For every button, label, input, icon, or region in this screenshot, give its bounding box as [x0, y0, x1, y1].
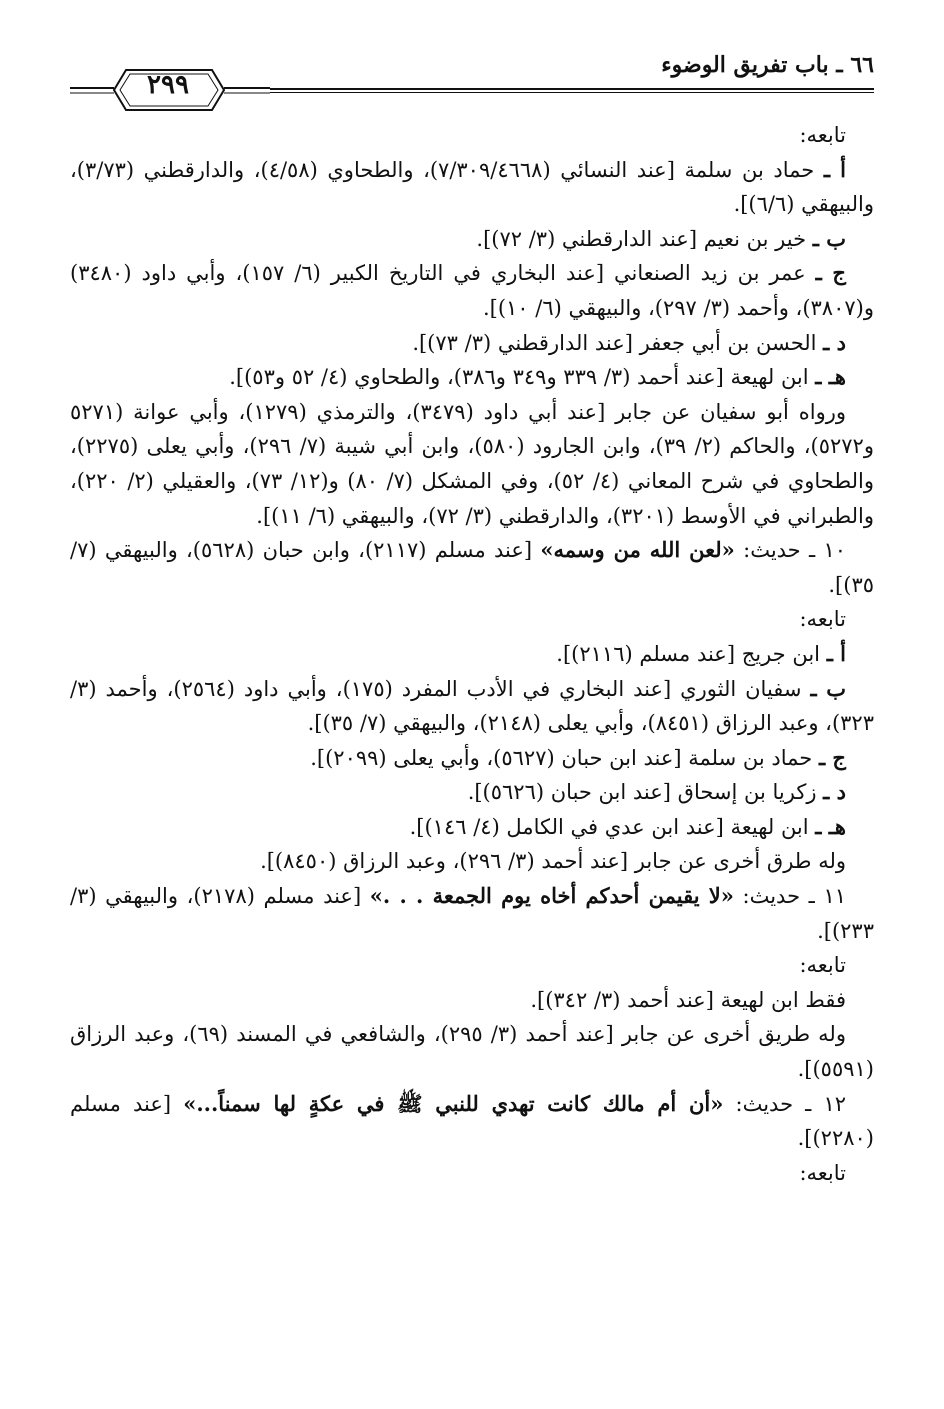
- hadith-paragraph: [70, 533, 874, 602]
- item-label: د ـ: [823, 329, 846, 355]
- hadith-text: «أن أم مالك كانت تهدي للنبي ﷺ في عكةٍ لها سمناً...»: [183, 1090, 724, 1116]
- paragraph: [70, 672, 874, 741]
- paragraph-text: وله طرق أخرى عن جابر [عند أحمد (٣/ ٢٩٦)، وعبد الرزاق (٨٤٥٠)].: [260, 849, 846, 874]
- item-label: أ ـ: [823, 156, 846, 182]
- paragraph: [70, 118, 874, 153]
- paragraph-text: عمر بن زيد الصنعاني [عند البخاري في التاريخ الكبير (٦/ ١٥٧)، وأبي داود (٣٤٨٠) و(٣٨٠٧)، وأحمد (٣/ ٢٩٧)، والبيهقي (٦/ ١٠)].: [70, 261, 874, 320]
- paragraph: [70, 844, 874, 879]
- paragraph: [70, 256, 874, 325]
- item-label: ج ـ: [815, 260, 846, 286]
- paragraph-text: تابعه:: [799, 123, 846, 147]
- paragraph: [70, 775, 874, 810]
- paragraph-text: [عند مسلم (٢١٧٨)، والبيهقي (٣/ ٢٣٣)].: [70, 884, 874, 943]
- chapter-title: ٦٦ ـ باب تفريق الوضوء: [661, 52, 874, 78]
- paragraph-text: خير بن نعيم [عند الدارقطني (٣/ ٧٢)].: [476, 226, 813, 251]
- hadith-paragraph: [70, 1087, 874, 1156]
- item-label: أ ـ: [826, 640, 846, 666]
- paragraph: [70, 1156, 874, 1191]
- paragraph-text: سفيان الثوري [عند البخاري في الأدب المفرد (١٧٥)، وأبي داود (٢٥٦٤)، وأحمد (٣/ ٣٢٣)، وعبد الرزاق (٨٤٥١)، وأبي يعلى (٢١٤٨)، والبيهقي (٧/ ٣٥)].: [70, 676, 874, 736]
- item-label: د ـ: [823, 779, 846, 805]
- paragraph: [70, 153, 874, 222]
- paragraph-text: ابن جريج [عند مسلم (٢١١٦)].: [556, 641, 827, 666]
- page-number-frame: [70, 64, 270, 114]
- paragraph: [70, 741, 874, 776]
- paragraph-text: وله طريق أخرى عن جابر [عند أحمد (٣/ ٢٩٥)، والشافعي في المسند (٦٩)، وعبد الرزاق (٥٥٩١)].: [70, 1022, 874, 1082]
- hadith-number: ١٢ ـ حديث:: [723, 1091, 846, 1116]
- body-text: [70, 118, 874, 1190]
- paragraph-text: حماد بن سلمة [عند ابن حبان (٥٦٢٧)، وأبي يعلى (٢٠٩٩)].: [310, 745, 819, 770]
- header-rule: [270, 88, 874, 90]
- paragraph: [70, 948, 874, 983]
- paragraph: [70, 810, 874, 845]
- paragraph-text: ورواه أبو سفيان عن جابر [عند أبي داود (٣٤٧٩)، والترمذي (١٢٧٩)، وأبي عوانة (٥٢٧١ و٥٢٧٢)، والحاكم (٢/ ٣٩)، وابن الجارود (٥٨٠)، وابن أبي شيبة (٧/ ٢٩٦)، وأبي يعلى (٢٢٧٥)، والطحاوي في شرح المعاني (٤/ ٥٢)، وفي المشكل (٧/ ٨٠) و(١٢/ ٧٣)، والعقيلي (٢/ ٢٢٠)، والطبراني في الأوسط (٣٢٠١)، والدارقطني (٣/ ٧٢)، والبيهقي (٦/ ١١)].: [70, 399, 874, 528]
- paragraph: [70, 602, 874, 637]
- paragraph-text: تابعه:: [799, 1160, 846, 1185]
- paragraph: [70, 222, 874, 257]
- paragraph-text: ابن لهيعة [عند ابن عدي في الكامل (٤/ ١٤٦)].: [409, 814, 816, 839]
- item-label: هـ ـ: [815, 364, 846, 390]
- item-label: هـ ـ: [815, 813, 846, 839]
- paragraph-text: تابعه:: [799, 607, 846, 632]
- paragraph-text: [عند مسلم (٢٢٨٠)].: [70, 1091, 874, 1151]
- paragraph-text: ابن لهيعة [عند أحمد (٣/ ٣٣٩ و٣٤٩ و٣٨٦)، والطحاوي (٤/ ٥٢ و٥٣)].: [229, 365, 816, 390]
- paragraph: [70, 395, 874, 533]
- paragraph-text: فقط ابن لهيعة [عند أحمد (٣/ ٣٤٢)].: [530, 987, 846, 1012]
- header-rule-thin: [270, 92, 874, 93]
- paragraph: [70, 637, 874, 672]
- paragraph-text: الحسن بن أبي جعفر [عند الدارقطني (٣/ ٧٣)].: [412, 330, 824, 355]
- paragraph-text: حماد بن سلمة [عند النسائي (٧/٣٠٩/٤٦٦٨)، والطحاوي (٤/٥٨)، والدارقطني (٣/٧٣)، والبيهقي (٦/٦)].: [70, 157, 874, 217]
- hadith-text: «لا يقيمن أحدكم أخاه يوم الجمعة . . .»: [369, 883, 734, 909]
- item-label: ج ـ: [818, 744, 846, 770]
- paragraph-text: [عند مسلم (٢١١٧)، وابن حبان (٥٦٢٨)، والبيهقي (٧/ ٣٥)].: [70, 538, 874, 597]
- page-number: ٢٩٩: [147, 70, 189, 100]
- paragraph-text: زكريا بن إسحاق [عند ابن حبان (٥٦٢٦)].: [467, 780, 824, 805]
- paragraph: [70, 360, 874, 395]
- paragraph-text: تابعه:: [799, 953, 846, 978]
- paragraph: [70, 1017, 874, 1086]
- hadith-number: ١١ ـ حديث:: [733, 884, 846, 909]
- hadith-paragraph: [70, 879, 874, 948]
- hadith-number: ١٠ ـ حديث:: [734, 538, 846, 563]
- paragraph: [70, 326, 874, 361]
- paragraph: [70, 983, 874, 1018]
- page-header: [70, 48, 874, 100]
- item-label: ب ـ: [810, 675, 847, 701]
- hadith-text: «لعن الله من وسمه»: [540, 537, 735, 563]
- item-label: ب ـ: [812, 225, 846, 251]
